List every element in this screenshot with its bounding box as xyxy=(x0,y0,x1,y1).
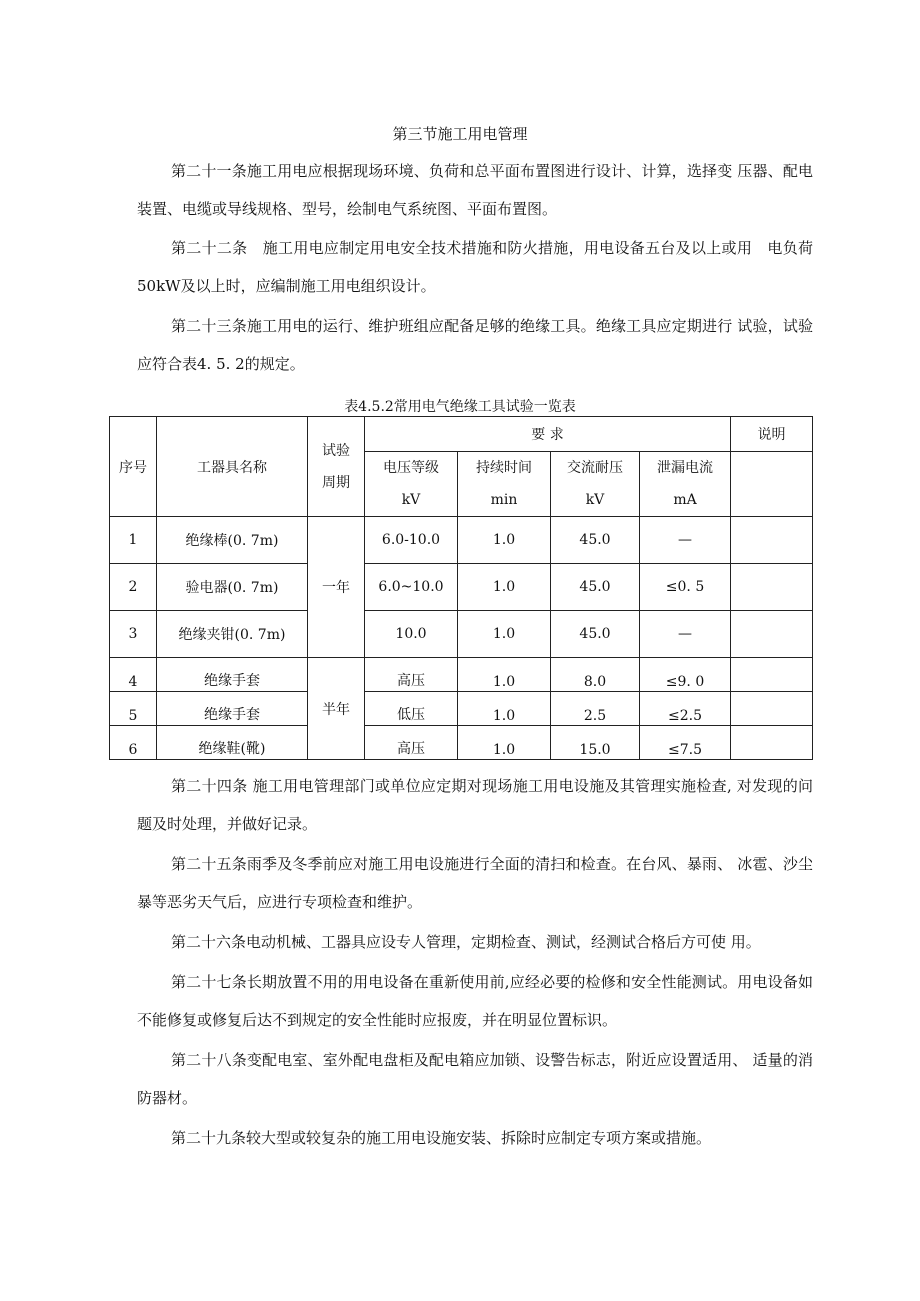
header-leakage-label: 泄漏电流 xyxy=(657,460,713,476)
header-remark-blank xyxy=(731,452,813,517)
header-requirements: 要 求 xyxy=(365,417,731,452)
header-voltage-level xyxy=(365,452,458,517)
article-28: 第二十八条变配电室、室外配电盘柜及配电箱应加锁、设警告标志，附近应设置适用、 适量的消防器材。 xyxy=(137,1051,813,1107)
header-remark: 说明 xyxy=(731,417,813,452)
cell-seq: 6 xyxy=(110,726,157,760)
cell-ac: 15.0 xyxy=(551,726,640,760)
cell-voltage: 6.0-10.0 xyxy=(365,517,458,564)
cell-duration: 1.0 xyxy=(458,726,551,760)
cell-duration: 1.0 xyxy=(458,564,551,611)
cell-seq: 4 xyxy=(110,658,157,692)
article-22: 第二十二条 施工用电应制定用电安全技术措施和防火措施，用电设备五台及以上或用 电负荷50kW及以上时，应编制施工用电组织设计。 xyxy=(137,239,813,295)
header-voltage-unit: kV xyxy=(401,492,421,508)
header-ac-withstand xyxy=(551,452,640,517)
cell-remark xyxy=(731,726,813,760)
cell-seq: 2 xyxy=(110,564,157,611)
cell-voltage: 低压 xyxy=(365,692,458,726)
cell-remark xyxy=(731,611,813,658)
cell-tool-name: 绝缘棒(0. 7m) xyxy=(157,517,308,564)
header-ac-unit: kV xyxy=(585,492,605,508)
cell-tool-name: 绝缘手套 xyxy=(157,658,308,692)
cell-seq: 3 xyxy=(110,611,157,658)
cell-duration: 1.0 xyxy=(458,692,551,726)
cell-leakage: ≤2.5 xyxy=(640,692,731,726)
header-duration xyxy=(458,452,551,517)
cell-leakage: — xyxy=(640,611,731,658)
cell-leakage: ≤9. 0 xyxy=(640,658,731,692)
header-leakage xyxy=(640,452,731,517)
table-row xyxy=(110,726,813,760)
cell-cycle-one-year: 一年 xyxy=(308,517,365,658)
cell-remark xyxy=(731,517,813,564)
cell-seq: 1 xyxy=(110,517,157,564)
table-row xyxy=(110,517,813,564)
table-caption: 表4.5.2常用电气绝缘工具试验一览表 xyxy=(344,399,576,415)
cell-ac: 45.0 xyxy=(551,517,640,564)
cell-ac: 45.0 xyxy=(551,611,640,658)
cell-ac: 45.0 xyxy=(551,564,640,611)
cell-tool-name: 绝缘鞋(靴) xyxy=(157,726,308,760)
article-27: 第二十七条长期放置不用的用电设备在重新使用前,应经必要的检修和安全性能测试。用电设备如不能修复或修复后达不到规定的安全性能时应报废，并在明显位置标识。 xyxy=(137,973,813,1029)
cell-voltage: 6.0~10.0 xyxy=(365,564,458,611)
cell-cycle-half-year: 半年 xyxy=(308,658,365,760)
cell-ac: 8.0 xyxy=(551,658,640,692)
article-26: 第二十六条电动机械、工器具应设专人管理，定期检查、测试，经测试合格后方可使 用。 xyxy=(171,933,761,951)
table-row xyxy=(110,611,813,658)
cell-leakage: ≤7.5 xyxy=(640,726,731,760)
cell-voltage: 高压 xyxy=(365,726,458,760)
header-ac-label: 交流耐压 xyxy=(567,460,623,476)
cell-tool-name: 验电器(0. 7m) xyxy=(157,564,308,611)
header-test-cycle xyxy=(308,417,365,517)
cell-duration: 1.0 xyxy=(458,611,551,658)
cell-leakage: ≤0. 5 xyxy=(640,564,731,611)
cell-duration: 1.0 xyxy=(458,658,551,692)
cell-seq: 5 xyxy=(110,692,157,726)
header-cycle-line1: 试验 xyxy=(322,442,350,459)
section-title: 第三节施工用电管理 xyxy=(392,125,528,143)
cell-voltage: 高压 xyxy=(365,658,458,692)
header-tool-name: 工器具名称 xyxy=(157,417,308,517)
article-25: 第二十五条雨季及冬季前应对施工用电设施进行全面的清扫和检查。在台风、暴雨、 冰雹、沙尘暴等恶劣天气后，应进行专项检查和维护。 xyxy=(137,855,813,911)
header-seq: 序号 xyxy=(110,417,157,517)
cell-remark xyxy=(731,658,813,692)
cell-remark xyxy=(731,692,813,726)
cell-tool-name: 绝缘手套 xyxy=(157,692,308,726)
cell-ac: 2.5 xyxy=(551,692,640,726)
cell-leakage: — xyxy=(640,517,731,564)
article-21: 第二十一条施工用电应根据现场环境、负荷和总平面布置图进行设计、计算，选择变 压器、配电装置、电缆或导线规格、型号，绘制电气系统图、平面布置图。 xyxy=(137,162,813,218)
header-duration-label: 持续时间 xyxy=(476,460,532,476)
table-row xyxy=(110,658,813,692)
article-23: 第二十三条施工用电的运行、维护班组应配备足够的绝缘工具。绝缘工具应定期进行 试验，试验应符合表4. 5. 2的规定。 xyxy=(137,317,813,373)
table-row xyxy=(110,692,813,726)
insulation-tool-test-table xyxy=(109,416,813,760)
header-duration-unit: min xyxy=(490,492,518,508)
cell-tool-name: 绝缘夹钳(0. 7m) xyxy=(157,611,308,658)
header-cycle-line2: 周期 xyxy=(322,474,350,491)
table-header-row xyxy=(110,417,813,452)
table-row xyxy=(110,564,813,611)
cell-duration: 1.0 xyxy=(458,517,551,564)
cell-voltage: 10.0 xyxy=(365,611,458,658)
article-29: 第二十九条较大型或较复杂的施工用电设施安装、拆除时应制定专项方案或措施。 xyxy=(171,1129,712,1147)
header-voltage-label: 电压等级 xyxy=(383,460,439,476)
cell-remark xyxy=(731,564,813,611)
header-leakage-unit: mA xyxy=(673,492,697,508)
article-24: 第二十四条 施工用电管理部门或单位应定期对现场施工用电设施及其管理实施检查, 对发现的问题及时处理，并做好记录。 xyxy=(137,777,813,833)
